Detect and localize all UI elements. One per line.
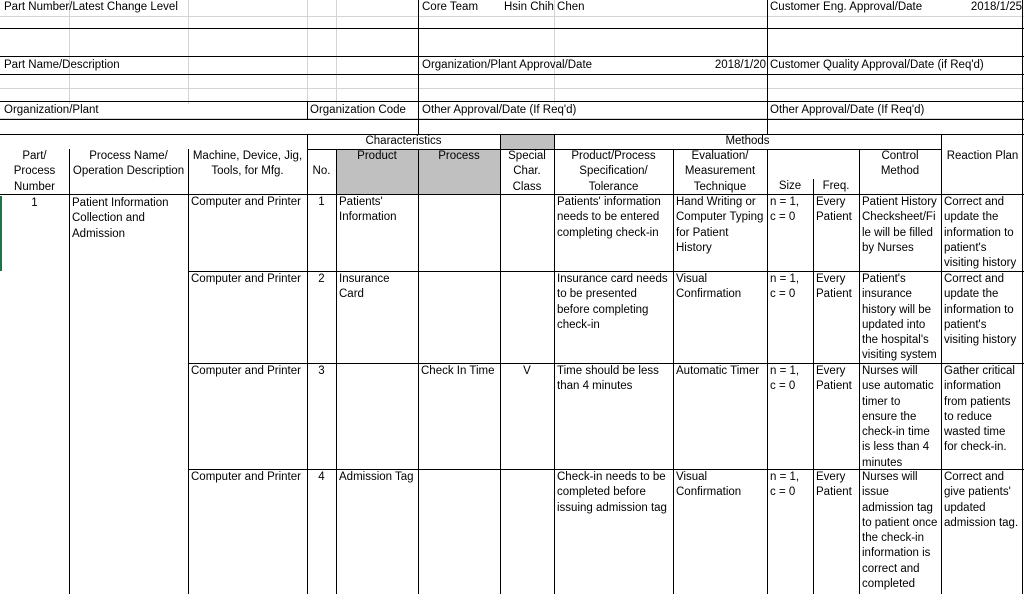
product-cell[interactable]: Admission Tag — [339, 471, 414, 483]
reaction-plan-cell[interactable]: Correct and update the information to patient's visiting history — [944, 196, 1017, 270]
control-method-cell[interactable]: Nurses will issue admission tag to patient once the check-in information is correct and completed — [862, 471, 938, 591]
size-header: Size — [778, 180, 802, 192]
control-method-header: Control Method — [880, 150, 920, 178]
process-cell[interactable] — [419, 195, 500, 271]
size-cell[interactable]: n = 1, c = 0 — [770, 273, 800, 301]
reaction-plan-cell[interactable]: Gather critical information from patients to reduce wasted time for check-in. — [944, 365, 1015, 454]
other-approval-label-1: Other Approval/Date (If Req'd) — [422, 104, 577, 116]
evaluation-cell[interactable]: Automatic Timer — [676, 365, 760, 377]
freq-cell[interactable]: Every Patient — [816, 196, 852, 224]
part-name-label: Part Name/Description — [4, 59, 120, 71]
spec-tolerance-header: Product/Process Specification/ Tolerance — [571, 150, 656, 193]
no-cell[interactable]: 3 — [318, 365, 325, 377]
product-cell[interactable] — [337, 364, 418, 469]
process-cell[interactable] — [419, 470, 500, 594]
no-header: No. — [312, 165, 331, 177]
freq-header: Freq. — [822, 180, 850, 192]
evaluation-header: Evaluation/ Measurement Technique — [684, 150, 756, 193]
spec-cell[interactable]: Patients' information needs to be entered completing check-in — [557, 196, 661, 239]
machine-cell[interactable]: Computer and Printer — [191, 196, 301, 208]
product-cell[interactable]: Insurance Card — [339, 273, 390, 301]
part-number-label: Part Number/Latest Change Level — [4, 1, 178, 13]
special-char-header: Special Char. Class — [508, 150, 546, 193]
no-cell[interactable]: 1 — [318, 196, 325, 208]
customer-eng-approval-date[interactable]: 2018/1/25 — [970, 1, 1022, 13]
size-cell[interactable]: n = 1, c = 0 — [770, 471, 800, 499]
product-header: Product — [357, 150, 397, 162]
freq-cell[interactable]: Every Patient — [816, 365, 852, 393]
control-method-cell[interactable]: Nurses will use automatic timer to ensure the check-in time is less than 4 minutes — [862, 365, 934, 469]
special-cell[interactable] — [500, 272, 554, 363]
reaction-plan-cell[interactable]: Correct and give patients' updated admission tag. — [944, 471, 1019, 529]
characteristics-header: Characteristics — [365, 135, 442, 147]
process-cell[interactable] — [419, 272, 500, 363]
machine-header: Machine, Device, Jig, Tools, for Mfg. — [192, 150, 303, 178]
process-name-header: Process Name/ Operation Description — [72, 150, 185, 178]
spec-cell[interactable]: Time should be less than 4 minutes — [557, 365, 659, 393]
process-step-number[interactable]: 1 — [31, 197, 38, 209]
org-plant-label: Organization/Plant — [4, 104, 99, 116]
process-step-name[interactable]: Patient Information Collection and Admission — [72, 197, 169, 240]
part-process-number-header: Part/ Process Number — [13, 150, 56, 193]
customer-quality-approval-label: Customer Quality Approval/Date (if Req'd) — [770, 59, 984, 71]
machine-cell[interactable]: Computer and Printer — [191, 471, 301, 483]
other-approval-label-2: Other Approval/Date (If Req'd) — [770, 104, 925, 116]
no-cell[interactable]: 4 — [318, 471, 325, 483]
size-cell[interactable]: n = 1, c = 0 — [770, 365, 800, 393]
org-code-label: Organization Code — [310, 104, 406, 116]
org-plant-approval-label: Organization/Plant Approval/Date — [422, 59, 593, 71]
product-cell[interactable]: Patients' Information — [339, 196, 397, 224]
evaluation-cell[interactable]: Visual Confirmation — [676, 471, 742, 499]
special-cell[interactable]: V — [523, 365, 531, 377]
evaluation-cell[interactable]: Hand Writing or Computer Typing for Patient History — [676, 196, 764, 254]
machine-cell[interactable]: Computer and Printer — [191, 273, 301, 285]
control-method-cell[interactable]: Patient History Checksheet/Fi le will be filled by Nurses — [862, 196, 937, 254]
special-cell[interactable] — [500, 470, 554, 594]
core-team-value[interactable]: Hsin Chih Chen — [504, 1, 585, 13]
org-plant-approval-date[interactable]: 2018/1/20 — [714, 59, 766, 71]
evaluation-cell[interactable]: Visual Confirmation — [676, 273, 742, 301]
special-cell[interactable] — [500, 195, 554, 271]
cell-selection-indicator — [0, 196, 2, 271]
process-header: Process — [438, 150, 480, 162]
reaction-plan-cell[interactable]: Correct and update the information to patient's visiting history — [944, 273, 1017, 347]
methods-header: Methods — [725, 135, 770, 147]
customer-eng-approval-label: Customer Eng. Approval/Date — [770, 1, 923, 13]
special-header-bg-top — [500, 134, 554, 149]
reaction-plan-header: Reaction Plan — [946, 150, 1019, 162]
size-cell[interactable]: n = 1, c = 0 — [770, 196, 800, 224]
no-cell[interactable]: 2 — [318, 273, 325, 285]
core-team-label: Core Team — [422, 1, 479, 13]
process-cell[interactable]: Check In Time — [421, 365, 495, 377]
spec-cell[interactable]: Insurance card needs to be presented before completing check-in — [557, 273, 668, 331]
control-method-cell[interactable]: Patient's insurance history will be updated into the hospital's visiting system — [862, 273, 937, 362]
spec-cell[interactable]: Check-in needs to be completed before issuing admission tag — [557, 471, 667, 514]
freq-cell[interactable]: Every Patient — [816, 471, 852, 499]
machine-cell[interactable]: Computer and Printer — [191, 365, 301, 377]
freq-cell[interactable]: Every Patient — [816, 273, 852, 301]
